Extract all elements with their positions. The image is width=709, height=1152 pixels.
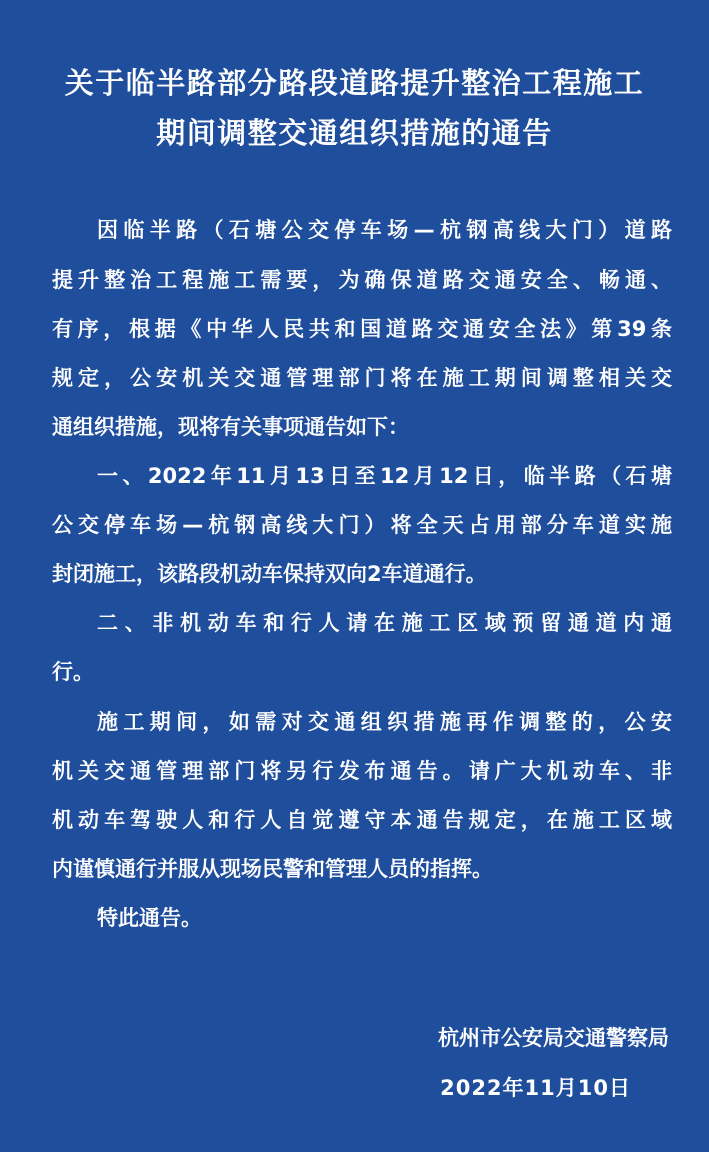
- paragraph-4-line-3: 机动车驾驶人和行人自觉遵守本通告规定，在施工区域: [52, 808, 672, 832]
- paragraph-3-line-1: 二、非机动车和行人请在施工区域预留通道内通: [97, 611, 672, 635]
- paragraph-1-line-1: 因临半路（石塘公交停车场—杭钢高线大门）道路: [97, 218, 672, 242]
- paragraph-2-line-3: 封闭施工，该路段机动车保持双向2车道通行。: [52, 562, 487, 586]
- paragraph-4-line-2: 机关交通管理部门将另行发布通告。请广大机动车、非: [52, 759, 672, 783]
- paragraph-2-line-2: 公交停车场—杭钢高线大门）将全天占用部分车道实施: [52, 513, 672, 537]
- paragraph-5-line-1: 特此通告。: [97, 906, 202, 930]
- paragraph-1-line-4: 规定，公安机关交通管理部门将在施工期间调整相关交: [52, 366, 672, 390]
- paragraph-1-line-5: 通组织措施，现将有关事项通告如下：: [52, 415, 409, 439]
- issue-date: 2022年11月10日: [440, 1076, 631, 1100]
- notice-title-line-2: 期间调整交通组织措施的通告: [156, 116, 553, 150]
- paragraph-2-line-1: 一、2022年11月13日至12月12日，临半路（石塘: [97, 464, 672, 488]
- paragraph-1-line-2: 提升整治工程施工需要，为确保道路交通安全、畅通、: [52, 268, 672, 292]
- paragraph-4-line-4: 内谨慎通行并服从现场民警和管理人员的指挥。: [52, 857, 493, 881]
- issuing-authority: 杭州市公安局交通警察局: [438, 1026, 669, 1050]
- paragraph-4-line-1: 施工期间，如需对交通组织措施再作调整的，公安: [97, 710, 672, 734]
- paragraph-1-line-3: 有序，根据《中华人民共和国道路交通安全法》第39条: [52, 317, 672, 341]
- notice-title-line-1: 关于临半路部分路段道路提升整治工程施工: [64, 66, 645, 100]
- paragraph-3-line-2: 行。: [52, 660, 94, 684]
